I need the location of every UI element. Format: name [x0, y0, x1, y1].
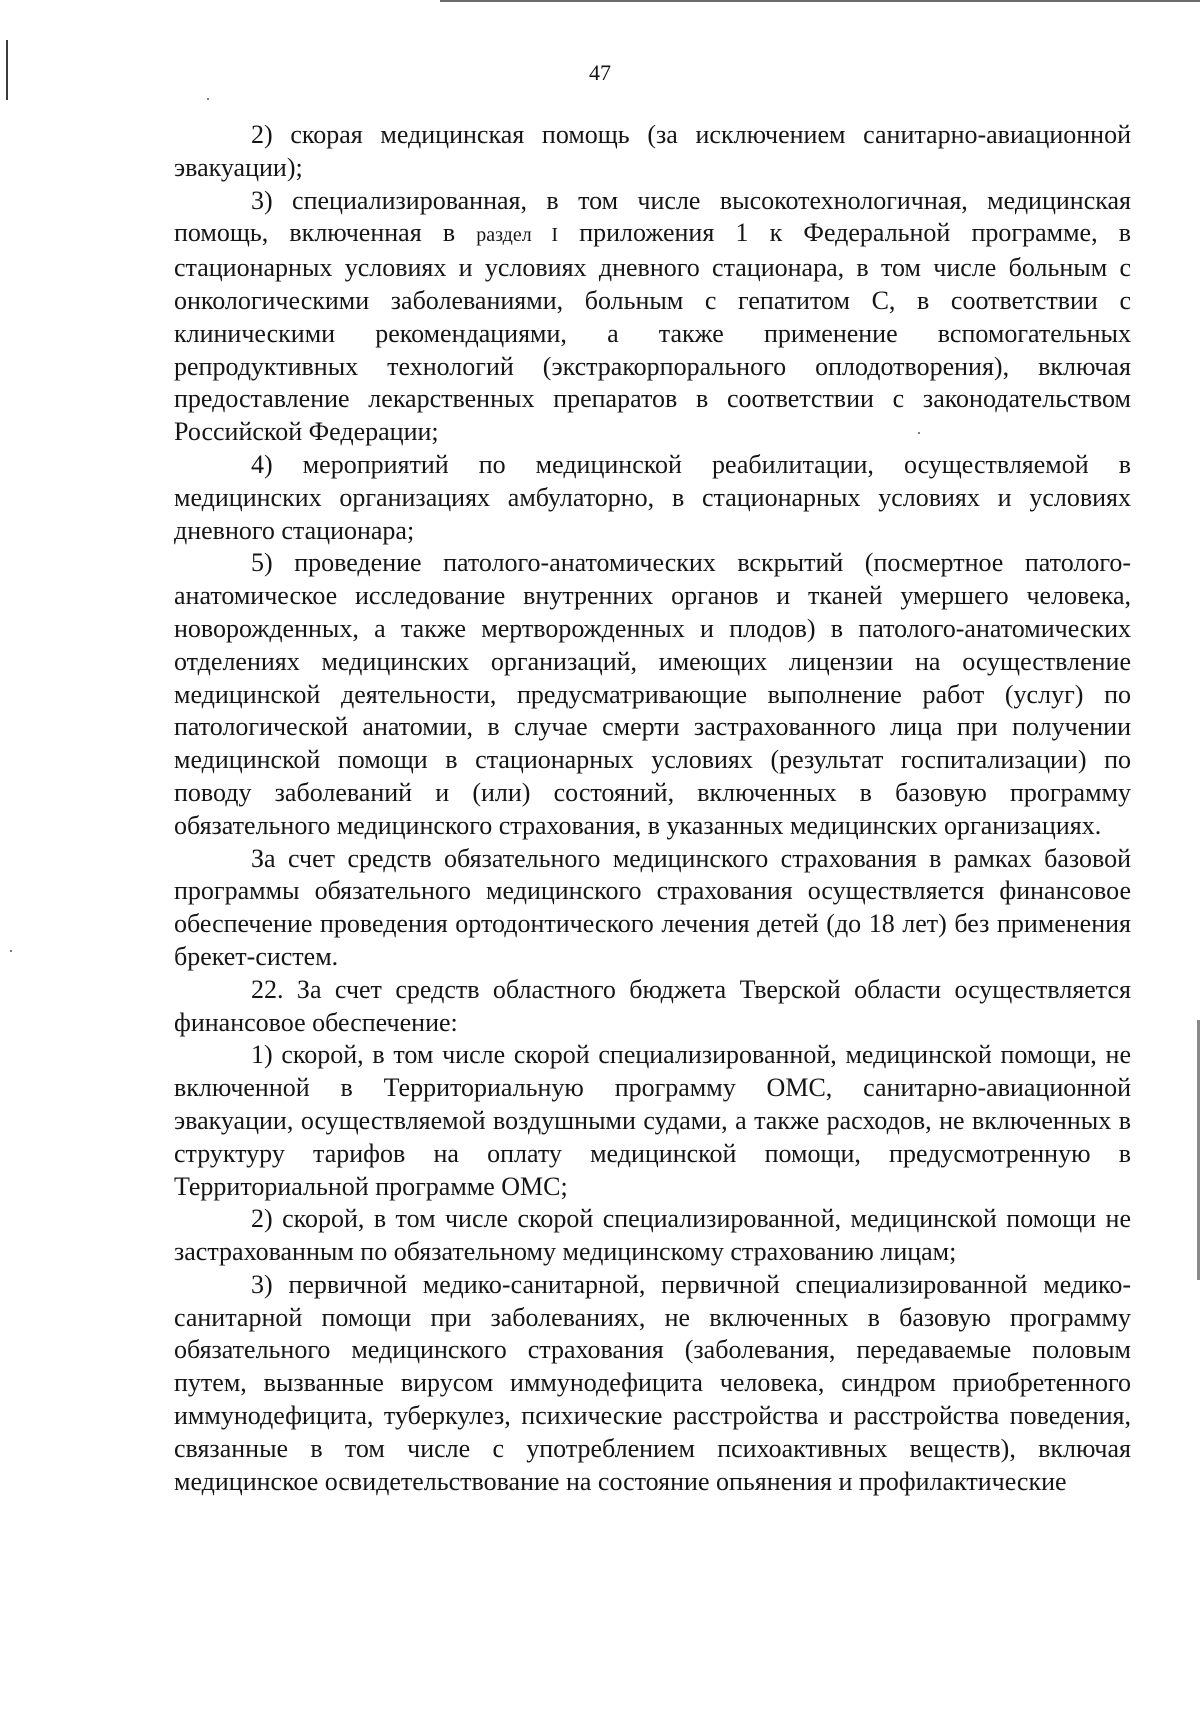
paragraph: 3) первичной медико-санитарной, первичной специализированной медико-санитарной помощи при заболеваниях, не включенных в базовую программу обязательного медицинского страхования (заболевания, передаваемые половым путем, вызванные вирусом иммунодефицита человека, синдром приобретенного иммунодефицита, туберкулез, психические расстройства и расстройства поведения, связанные в том числе с употреблением психоактивных веществ), включая медицинское освидетельствование на состояние опьянения и профилактические	[174, 1269, 1131, 1496]
page-number: 47	[589, 60, 611, 85]
paragraph: 1) скорой, в том числе скорой специализированной, медицинской помощи, не включенной в Территориальную программу ОМС, санитарно-авиационной эвакуации, осуществляемой воздушными судами, а также расходов, не включенных в структуру тарифов на оплату медицинской помощи, предусмотренную в Территориальной программе ОМС;	[174, 1040, 1131, 1201]
paragraph: 2) скорая медицинская помощь (за исключением санитарно-авиационной эвакуации);	[174, 120, 1131, 182]
paragraph-small-text: раздел I	[476, 224, 559, 247]
paragraph: За счет средств обязательного медицинского страхования в рамках базовой программы обязательного медицинского страхования осуществляется финансовое обеспечение проведения ортодонтического лечения детей (до 18 лет) без применения брекет-систем.	[174, 843, 1131, 971]
paragraph: 2) скорой, в том числе скорой специализированной, медицинской помощи не застрахованным по обязательному медицинскому страхованию лицам;	[174, 1204, 1131, 1267]
paragraph-text: приложения 1 к Федеральной программе, в стационарных условиях и условиях дневного стационара, в том числе больным с онкологическими заболеваниями, больным с гепатитом С, в соответствии с клиническими рекомендациями, а также применение вспомогательных репродуктивных технологий (экстракорпорального оплодотворения), включая предоставление лекарственных препаратов в соответствии с законодательством Российской Федерации;	[174, 218, 1132, 447]
paragraph	[174, 185, 1131, 449]
paragraph: 4) мероприятий по медицинской реабилитации, осуществляемой в медицинских организациях амбулаторно, в стационарных условиях и условиях дневного стационара;	[174, 449, 1131, 545]
document-body	[174, 119, 1131, 1498]
paragraph-text: 3) специализированная, в том числе высокотехнологичная, медицинская помощь, включенная в	[174, 185, 1131, 248]
scan-speck	[207, 98, 209, 100]
scan-speck	[10, 950, 12, 952]
paragraph: 22. За счет средств областного бюджета Тверской области осуществляется финансовое обеспечение:	[174, 974, 1131, 1037]
paragraph: 5) проведение патолого-анатомических вскрытий (посмертное патолого-анатомическое исследование внутренних органов и тканей умершего человека, новорожденных, а также мертворожденных и плодов) в патолого-анатомических отделениях медицинских организаций, имеющих лицензии на осуществление медицинской деятельности, предусматривающие выполнение работ (услуг) по патологической анатомии, в случае смерти застрахованного лица при получении медицинской помощи в стационарных условиях (результат госпитализации) по поводу заболеваний и (или) состояний, включенных в базовую программу обязательного медицинского страхования, в указанных медицинских организациях.	[174, 548, 1131, 840]
scan-edge-top	[440, 0, 1200, 2]
